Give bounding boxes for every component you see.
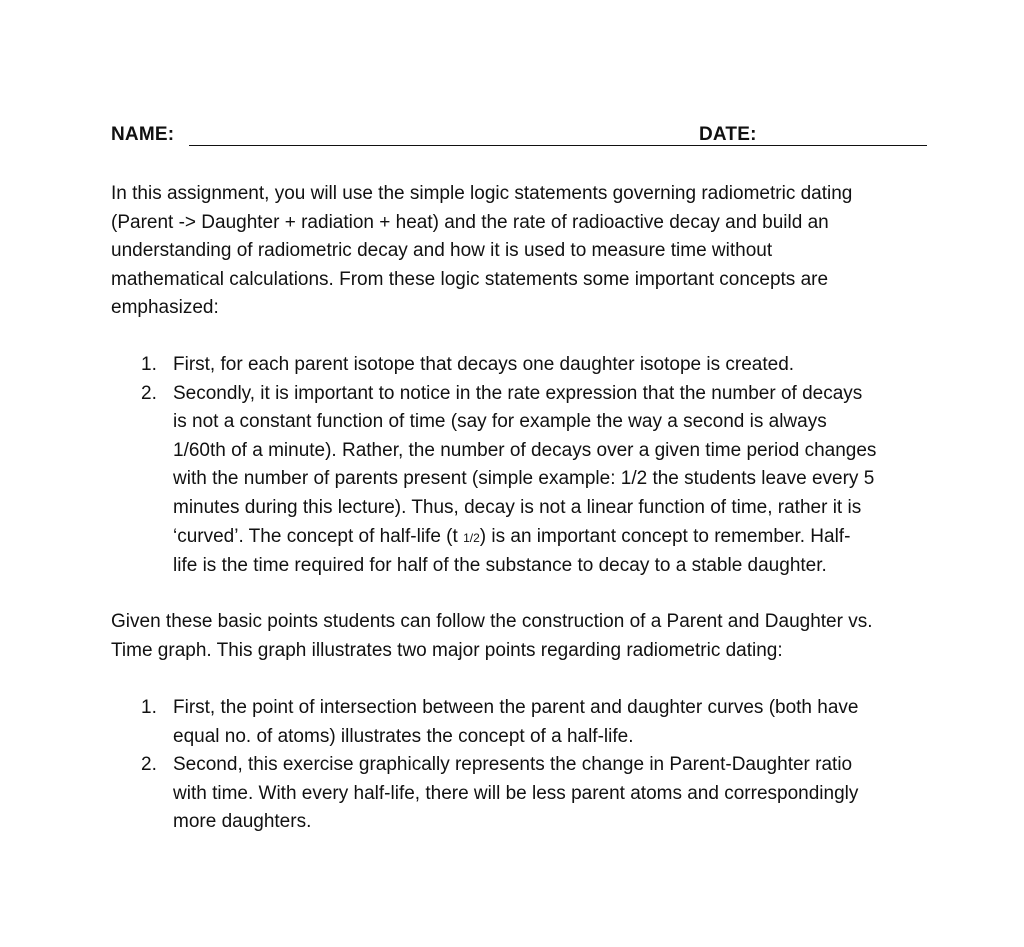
list-number: 2. [141,382,157,404]
date-blank-line [768,145,927,146]
list-item [111,380,941,581]
list-item-line: First, the point of intersection between the parent and daughter curves (both have [173,697,859,718]
list-item-line: 1/60th of a minute). Rather, the number of decays over a given time period changes [173,439,877,461]
list-item-line: Second, this exercise graphically represents the change in Parent-Daughter ratio [173,754,853,776]
name-blank-line [189,145,782,146]
graph-intro-line: Time graph. This graph illustrates two major points regarding radiometric dating: [111,639,783,661]
intro-paragraph [111,180,911,323]
list-item-line-half-life [173,523,941,553]
list-item [111,351,941,380]
list-item-line: First, for each parent isotope that decays one daughter isotope is created. [173,354,795,375]
intro-line: (Parent -> Daughter + radiation + heat) and the rate of radioactive decay and build an [111,211,829,233]
list-item-line: with the number of parents present (simple example: 1/2 the students leave every 5 [173,468,875,490]
half-life-subscript: 1/2 [463,530,480,545]
list-number: 2. [141,754,157,776]
list-item-line: life is the time required for half of the substance to decay to a stable daughter. [173,555,827,577]
list-item [111,751,941,837]
list-item-line: equal no. of atoms) illustrates the concept of a half-life. [173,725,634,747]
date-label: DATE: [699,124,757,145]
list-item-line: is not a constant function of time (say for example the way a second is always [173,411,827,433]
header-row [111,124,927,152]
intro-line: emphasized: [111,297,219,319]
list-item-line: more daughters. [173,811,312,833]
list-item-line: Secondly, it is important to notice in the rate expression that the number of decays [173,382,863,404]
graph-intro-paragraph [111,608,941,665]
concepts-list [111,351,941,581]
list-item-line: with time. With every half-life, there will be less parent atoms and correspondingly [173,782,859,804]
intro-line: In this assignment, you will use the simple logic statements governing radiometric dating [111,183,853,204]
half-life-text-start: ‘curved’. The concept of half-life (t [173,525,464,547]
list-number: 1. [141,697,157,718]
list-number: 1. [141,354,157,375]
graph-points-list [111,694,941,837]
intro-line: mathematical calculations. From these logic statements some important concepts are [111,268,829,290]
list-item [111,694,941,751]
half-life-text-end: ) is an important concept to remember. Half- [479,525,851,547]
graph-intro-line: Given these basic points students can follow the construction of a Parent and Daughter vs. [111,611,873,632]
list-item-line: minutes during this lecture). Thus, decay is not a linear function of time, rather it is [173,496,862,518]
name-label: NAME: [111,124,175,145]
intro-line: understanding of radiometric decay and how it is used to measure time without [111,240,773,262]
